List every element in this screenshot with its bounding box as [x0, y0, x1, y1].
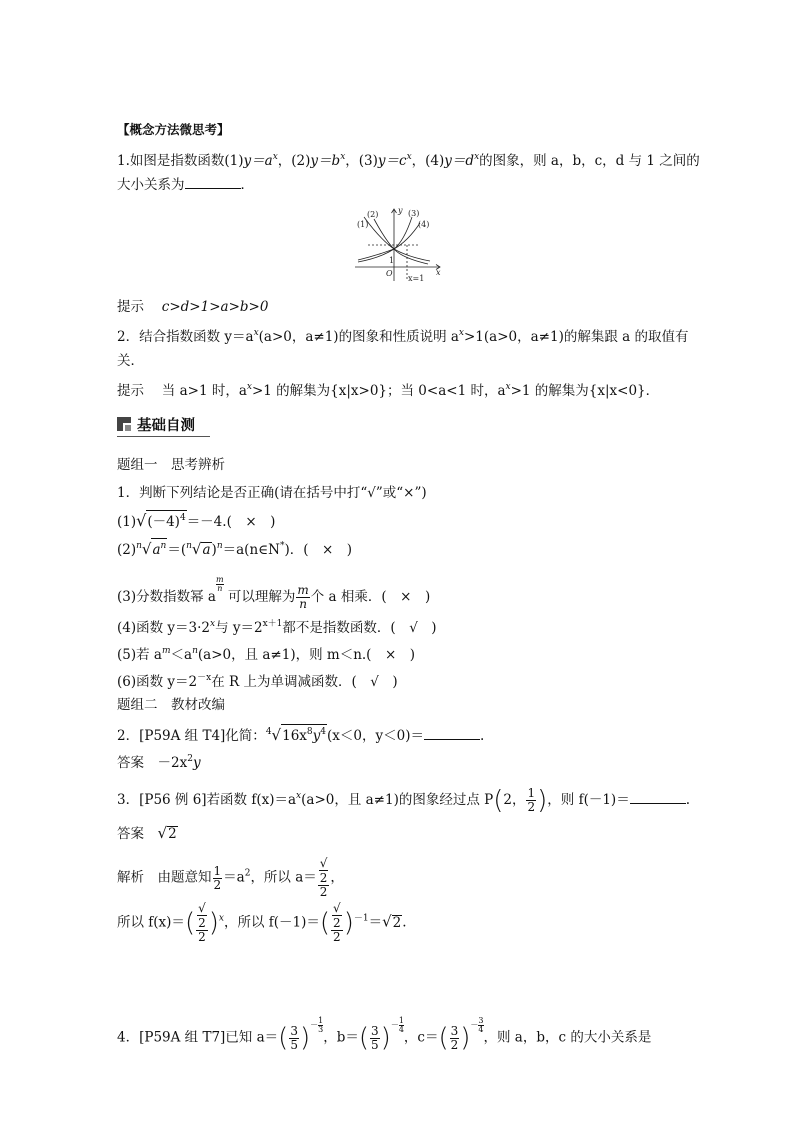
- answer-2: 答案 $-2x^2y$: [117, 754, 201, 771]
- label-1: (1): [357, 220, 369, 229]
- section-title: 基础自测: [137, 418, 195, 434]
- group-1-title: 题组一 思考辨析: [117, 457, 225, 473]
- item-1-a: $(1)√(-4)^4=-4$.( × ): [117, 511, 276, 530]
- y-label: y: [398, 206, 403, 215]
- question-3: 3．[P56 例 6]若函数 $f(x)=a^x(a>0$，且 a≠1)的图象经过点 P(2， $\frac{1}{2}$ )，则 f(－1)＝ .: [117, 785, 690, 816]
- hint-2: 提示 当 a>1 时，$a^x>1$ 的解集为{x|x>0}；当 0<a<1 时，$a^x>1$ 的解集为{x|x<0}．: [117, 382, 660, 399]
- section-square-icon: [117, 417, 131, 431]
- analysis-3: 解析 由题意知 $\frac{1}{2}$ $=a^2$，所以 a＝ √ 2 2 ，: [117, 856, 344, 899]
- label-2: (2): [367, 210, 379, 219]
- hint-1: 提示 c>d>1>a>b>0: [117, 299, 269, 315]
- group-2-title: 题组二 教材改编: [117, 697, 225, 713]
- item-1-d: (4)函数 $y=3\cdot 2^x$与 $y=2^{x+1}$都不是指数函数．( √ ): [117, 619, 437, 636]
- question-4: 4．[P59A 组 T7]已知 a＝( $\frac{3}{5}$ )－ $\frac{1}{3}$ ，b＝( $\frac{3}{5}$ )－ $\frac{1}{4}$ ，c＝( $\frac{3}{2}$ )－ $\frac{3}{4}$ ，则 a，b，c 的大小关系是: [117, 1016, 652, 1053]
- origin-label: O: [386, 269, 393, 278]
- question-1-line1: 1.如图是指数函数$(1)y=a^x$，$(2)y=b^x$，$(3)y=c^x$，$(4)y=d^x$的图象，则 a，b，c，d 与 1 之间的: [117, 152, 700, 169]
- item-1-f: (6)函数 $y=2^{-x}$在 R 上为单调减函数．( √ ): [117, 673, 398, 690]
- section-heading: 【概念方法微思考】: [117, 122, 230, 137]
- question-2-line1: 2．结合指数函数 $y=a^x(a>0$，a≠1)的图象和性质说明 $a^x>1(a>0$，a≠1)的解集跟 a 的取值有: [117, 328, 689, 345]
- item-1-question: 1．判断下列结论是否正确(请在括号中打“√”或“×”): [117, 485, 427, 501]
- question-2-line2: 关．: [117, 353, 144, 369]
- analysis-3-conclusion: 所以 f(x)＝( √ 2 2 )$^x$，所以 f(－1)＝( √ 2 2 )$^{-1}$＝√2.: [117, 901, 407, 944]
- item-1-b: $(2)^n√a^n=(^n√a)^n=a(n\in N^*)$．( × ): [117, 540, 353, 558]
- section-title-bar: [117, 414, 210, 437]
- answer-3: 答案 √2: [117, 824, 177, 842]
- question-1-line2: 大小关系为 ．: [117, 177, 254, 193]
- question-2b: 2．[P59A 组 T4]化简：$^4√16x^8y^4(x<0$，y＜0)＝ .: [117, 726, 485, 744]
- x1-label: x=1: [408, 274, 425, 283]
- label-3: (3): [408, 209, 420, 218]
- item-1-e: (5)若 $a^m<a^n(a>0$，且 a≠1)，则 m＜n.( × ): [117, 646, 416, 663]
- label-4: (4): [418, 220, 430, 229]
- x-label: x: [436, 268, 441, 277]
- one-label: 1: [389, 256, 395, 265]
- item-1-c: (3)分数指数幂 a $\frac{m}{n}$ 可以理解为 $\frac{m}{n}$ 个 a 相乘．( × ): [117, 575, 431, 611]
- exponential-graph: [350, 205, 445, 285]
